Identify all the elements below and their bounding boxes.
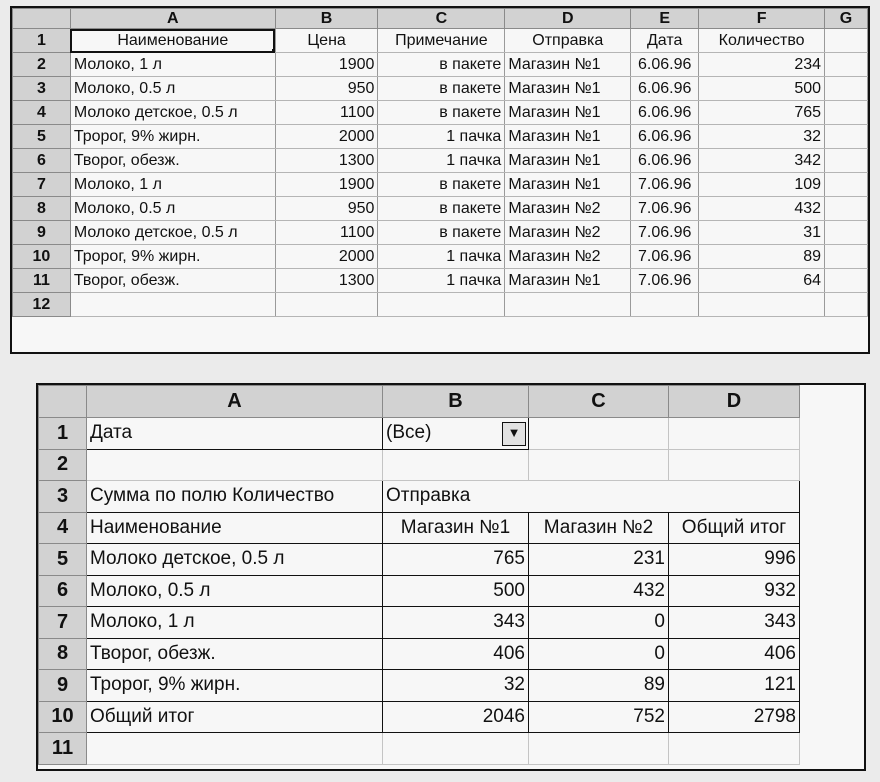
table-cell[interactable]: Магазин №2 bbox=[505, 197, 631, 221]
table-cell[interactable]: Молоко, 1 л bbox=[70, 173, 275, 197]
value-cell[interactable]: 765 bbox=[383, 544, 529, 576]
table-row bbox=[13, 245, 868, 269]
data-field-label[interactable]: Сумма по полю Количество bbox=[87, 481, 383, 513]
value-cell[interactable]: 500 bbox=[383, 575, 529, 607]
header-cell[interactable]: Отправка bbox=[505, 29, 631, 53]
table-cell[interactable]: 7.06.96 bbox=[631, 245, 699, 269]
table-row bbox=[39, 544, 800, 576]
table-cell[interactable]: 6.06.96 bbox=[631, 101, 699, 125]
table-cell[interactable]: 1 пачка bbox=[378, 245, 505, 269]
table-cell[interactable]: Молоко, 0.5 л bbox=[70, 197, 275, 221]
table-cell[interactable]: 6.06.96 bbox=[631, 125, 699, 149]
value-cell[interactable]: 89 bbox=[529, 670, 669, 702]
header-cell[interactable] bbox=[825, 29, 868, 53]
column-header-B[interactable]: B bbox=[383, 386, 529, 418]
value-cell[interactable]: 343 bbox=[383, 607, 529, 639]
table-cell[interactable]: в пакете bbox=[378, 77, 505, 101]
table-cell[interactable]: 1300 bbox=[275, 149, 378, 173]
table-cell[interactable] bbox=[825, 53, 868, 77]
row-header[interactable]: 12 bbox=[13, 293, 71, 317]
table-row bbox=[13, 77, 868, 101]
table-cell[interactable]: в пакете bbox=[378, 53, 505, 77]
value-cell[interactable]: 231 bbox=[529, 544, 669, 576]
row-header[interactable]: 10 bbox=[39, 701, 87, 733]
table-row bbox=[39, 449, 800, 481]
value-cell[interactable]: 0 bbox=[529, 607, 669, 639]
row-header[interactable]: 4 bbox=[13, 101, 71, 125]
column-field-button[interactable]: Отправка bbox=[383, 481, 800, 513]
table-cell[interactable] bbox=[505, 293, 631, 317]
row-header[interactable]: 10 bbox=[13, 245, 71, 269]
table-cell[interactable]: 500 bbox=[699, 77, 825, 101]
table-row bbox=[39, 638, 800, 670]
grand-total-value[interactable]: 2798 bbox=[669, 701, 800, 733]
value-cell[interactable]: 343 bbox=[669, 607, 800, 639]
table-cell[interactable]: Магазин №1 bbox=[505, 53, 631, 77]
table-row bbox=[13, 221, 868, 245]
table-cell[interactable]: Молоко детское, 0.5 л bbox=[70, 221, 275, 245]
row-header[interactable]: 4 bbox=[39, 512, 87, 544]
fill-handle[interactable] bbox=[272, 49, 276, 53]
table-cell[interactable] bbox=[529, 733, 669, 765]
table-cell[interactable]: 1100 bbox=[275, 221, 378, 245]
pivot-table-grid bbox=[38, 385, 800, 765]
row-item[interactable]: Молоко, 0.5 л bbox=[87, 575, 383, 607]
selected-cell[interactable]: Наименование bbox=[70, 29, 275, 53]
grand-total-label[interactable]: Общий итог bbox=[87, 701, 383, 733]
column-header-D[interactable]: D bbox=[669, 386, 800, 418]
row-header[interactable]: 6 bbox=[13, 149, 71, 173]
value-cell[interactable]: 406 bbox=[669, 638, 800, 670]
table-cell[interactable]: 64 bbox=[699, 269, 825, 293]
table-cell[interactable] bbox=[825, 149, 868, 173]
table-cell[interactable]: Творог, обезж. bbox=[70, 149, 275, 173]
table-cell[interactable]: Творог, обезж. bbox=[70, 269, 275, 293]
column-header-D[interactable]: D bbox=[505, 9, 631, 29]
table-row bbox=[13, 269, 868, 293]
table-cell[interactable]: 6.06.96 bbox=[631, 149, 699, 173]
row-item[interactable]: Молоко, 1 л bbox=[87, 607, 383, 639]
row-header[interactable]: 5 bbox=[13, 125, 71, 149]
column-header-G[interactable]: G bbox=[825, 9, 868, 29]
table-cell[interactable] bbox=[825, 125, 868, 149]
row-header[interactable]: 9 bbox=[39, 670, 87, 702]
table-cell[interactable]: в пакете bbox=[378, 173, 505, 197]
table-cell[interactable]: Тророг, 9% жирн. bbox=[70, 245, 275, 269]
table-cell[interactable]: 32 bbox=[699, 125, 825, 149]
table-row bbox=[13, 197, 868, 221]
select-all-corner[interactable] bbox=[13, 9, 71, 29]
table-cell[interactable]: 109 bbox=[699, 173, 825, 197]
table-row bbox=[39, 575, 800, 607]
value-cell[interactable]: 432 bbox=[529, 575, 669, 607]
table-cell[interactable]: Молоко детское, 0.5 л bbox=[70, 101, 275, 125]
table-cell[interactable]: 432 bbox=[699, 197, 825, 221]
table-row bbox=[39, 670, 800, 702]
column-header-A[interactable]: A bbox=[70, 9, 275, 29]
column-header-row bbox=[39, 386, 800, 418]
table-cell[interactable]: 1100 bbox=[275, 101, 378, 125]
row-header[interactable]: 11 bbox=[13, 269, 71, 293]
table-cell[interactable] bbox=[378, 293, 505, 317]
table-cell[interactable] bbox=[87, 733, 383, 765]
table-cell[interactable]: 234 bbox=[699, 53, 825, 77]
table-cell[interactable]: 89 bbox=[699, 245, 825, 269]
table-cell[interactable] bbox=[825, 77, 868, 101]
table-row bbox=[13, 101, 868, 125]
column-item[interactable]: Магазин №2 bbox=[529, 512, 669, 544]
table-cell[interactable] bbox=[825, 293, 868, 317]
grand-total-value[interactable]: 2046 bbox=[383, 701, 529, 733]
table-cell[interactable]: Магазин №2 bbox=[505, 245, 631, 269]
pivot-table-sheet bbox=[36, 383, 866, 771]
table-cell[interactable]: 31 bbox=[699, 221, 825, 245]
table-cell[interactable] bbox=[87, 449, 383, 481]
column-header-F[interactable]: F bbox=[699, 9, 825, 29]
row-header[interactable]: 8 bbox=[39, 638, 87, 670]
table-cell[interactable] bbox=[529, 449, 669, 481]
row-header[interactable]: 8 bbox=[13, 197, 71, 221]
table-cell[interactable] bbox=[669, 418, 800, 450]
row-header[interactable]: 7 bbox=[39, 607, 87, 639]
source-data-sheet bbox=[10, 6, 870, 354]
source-data-grid bbox=[12, 8, 868, 317]
table-cell[interactable] bbox=[825, 221, 868, 245]
value-cell[interactable]: 0 bbox=[529, 638, 669, 670]
table-row bbox=[13, 29, 868, 53]
table-cell[interactable]: Молоко, 1 л bbox=[70, 53, 275, 77]
row-item[interactable]: Тророг, 9% жирн. bbox=[87, 670, 383, 702]
row-header[interactable]: 6 bbox=[39, 575, 87, 607]
table-cell[interactable]: 950 bbox=[275, 197, 378, 221]
table-cell[interactable]: Магазин №2 bbox=[505, 221, 631, 245]
table-cell[interactable]: 1 пачка bbox=[378, 269, 505, 293]
table-row bbox=[13, 293, 868, 317]
table-cell[interactable]: 7.06.96 bbox=[631, 269, 699, 293]
table-cell[interactable]: 342 bbox=[699, 149, 825, 173]
table-cell[interactable] bbox=[70, 293, 275, 317]
table-cell[interactable] bbox=[529, 418, 669, 450]
table-row bbox=[13, 53, 868, 77]
table-cell[interactable]: 7.06.96 bbox=[631, 221, 699, 245]
header-cell[interactable]: Дата bbox=[631, 29, 699, 53]
column-header-C[interactable]: C bbox=[529, 386, 669, 418]
table-cell[interactable]: 950 bbox=[275, 77, 378, 101]
table-row bbox=[39, 512, 800, 544]
table-cell[interactable]: 6.06.96 bbox=[631, 77, 699, 101]
table-cell[interactable] bbox=[669, 449, 800, 481]
header-cell[interactable]: Цена bbox=[275, 29, 378, 53]
table-cell[interactable] bbox=[383, 733, 529, 765]
row-item[interactable]: Молоко детское, 0.5 л bbox=[87, 544, 383, 576]
table-cell[interactable]: 2000 bbox=[275, 245, 378, 269]
table-cell[interactable] bbox=[825, 101, 868, 125]
row-item[interactable]: Творог, обезж. bbox=[87, 638, 383, 670]
page-field-label[interactable]: Дата bbox=[87, 418, 383, 450]
table-cell[interactable]: 765 bbox=[699, 101, 825, 125]
page-field-value: (Все) bbox=[386, 422, 432, 444]
table-cell[interactable]: 7.06.96 bbox=[631, 173, 699, 197]
grand-total-row bbox=[39, 701, 800, 733]
column-header-row bbox=[13, 9, 868, 29]
table-cell[interactable]: 2000 bbox=[275, 125, 378, 149]
chevron-down-icon[interactable]: ▼ bbox=[502, 422, 526, 446]
value-cell[interactable]: 406 bbox=[383, 638, 529, 670]
table-row bbox=[39, 733, 800, 765]
column-header-A[interactable]: A bbox=[87, 386, 383, 418]
row-header[interactable]: 2 bbox=[13, 53, 71, 77]
column-header-E[interactable]: E bbox=[631, 9, 699, 29]
table-cell[interactable]: в пакете bbox=[378, 221, 505, 245]
table-cell[interactable]: Магазин №1 bbox=[505, 77, 631, 101]
select-all-corner[interactable] bbox=[39, 386, 87, 418]
table-cell[interactable]: 1900 bbox=[275, 53, 378, 77]
row-field-button[interactable]: Наименование bbox=[87, 512, 383, 544]
table-cell[interactable]: Молоко, 0.5 л bbox=[70, 77, 275, 101]
table-cell[interactable]: Магазин №1 bbox=[505, 149, 631, 173]
page-field-dropdown[interactable] bbox=[383, 418, 529, 450]
table-cell[interactable]: в пакете bbox=[378, 197, 505, 221]
row-header[interactable]: 3 bbox=[13, 77, 71, 101]
header-cell[interactable]: Количество bbox=[699, 29, 825, 53]
table-row bbox=[39, 418, 800, 450]
value-cell[interactable]: 996 bbox=[669, 544, 800, 576]
table-cell[interactable]: Магазин №1 bbox=[505, 173, 631, 197]
table-cell[interactable]: 1900 bbox=[275, 173, 378, 197]
table-row bbox=[13, 173, 868, 197]
row-header[interactable]: 2 bbox=[39, 449, 87, 481]
table-cell[interactable] bbox=[825, 173, 868, 197]
table-cell[interactable] bbox=[669, 733, 800, 765]
table-cell[interactable] bbox=[825, 269, 868, 293]
table-cell[interactable] bbox=[825, 197, 868, 221]
table-row bbox=[39, 481, 800, 513]
row-header[interactable]: 5 bbox=[39, 544, 87, 576]
column-header-B[interactable]: B bbox=[275, 9, 378, 29]
table-row bbox=[13, 125, 868, 149]
table-row bbox=[13, 149, 868, 173]
row-header[interactable]: 11 bbox=[39, 733, 87, 765]
table-cell[interactable] bbox=[383, 449, 529, 481]
row-header[interactable]: 1 bbox=[39, 418, 87, 450]
table-cell[interactable]: Магазин №1 bbox=[505, 269, 631, 293]
table-cell[interactable] bbox=[275, 293, 378, 317]
row-header[interactable]: 1 bbox=[13, 29, 71, 53]
table-cell[interactable]: 6.06.96 bbox=[631, 53, 699, 77]
table-cell[interactable] bbox=[699, 293, 825, 317]
column-item[interactable]: Общий итог bbox=[669, 512, 800, 544]
value-cell[interactable]: 932 bbox=[669, 575, 800, 607]
table-cell[interactable]: 1300 bbox=[275, 269, 378, 293]
row-header[interactable]: 3 bbox=[39, 481, 87, 513]
table-cell[interactable]: в пакете bbox=[378, 101, 505, 125]
header-cell[interactable]: Примечание bbox=[378, 29, 505, 53]
table-cell[interactable]: Тророг, 9% жирн. bbox=[70, 125, 275, 149]
grand-total-value[interactable]: 752 bbox=[529, 701, 669, 733]
row-header[interactable]: 9 bbox=[13, 221, 71, 245]
table-cell[interactable]: Магазин №1 bbox=[505, 101, 631, 125]
table-row bbox=[39, 607, 800, 639]
value-cell[interactable]: 121 bbox=[669, 670, 800, 702]
row-header[interactable]: 7 bbox=[13, 173, 71, 197]
table-cell[interactable]: 1 пачка bbox=[378, 149, 505, 173]
table-cell[interactable] bbox=[825, 245, 868, 269]
table-cell[interactable]: 1 пачка bbox=[378, 125, 505, 149]
column-item[interactable]: Магазин №1 bbox=[383, 512, 529, 544]
column-header-C[interactable]: C bbox=[378, 9, 505, 29]
table-cell[interactable] bbox=[631, 293, 699, 317]
table-cell[interactable]: 7.06.96 bbox=[631, 197, 699, 221]
value-cell[interactable]: 32 bbox=[383, 670, 529, 702]
table-cell[interactable]: Магазин №1 bbox=[505, 125, 631, 149]
